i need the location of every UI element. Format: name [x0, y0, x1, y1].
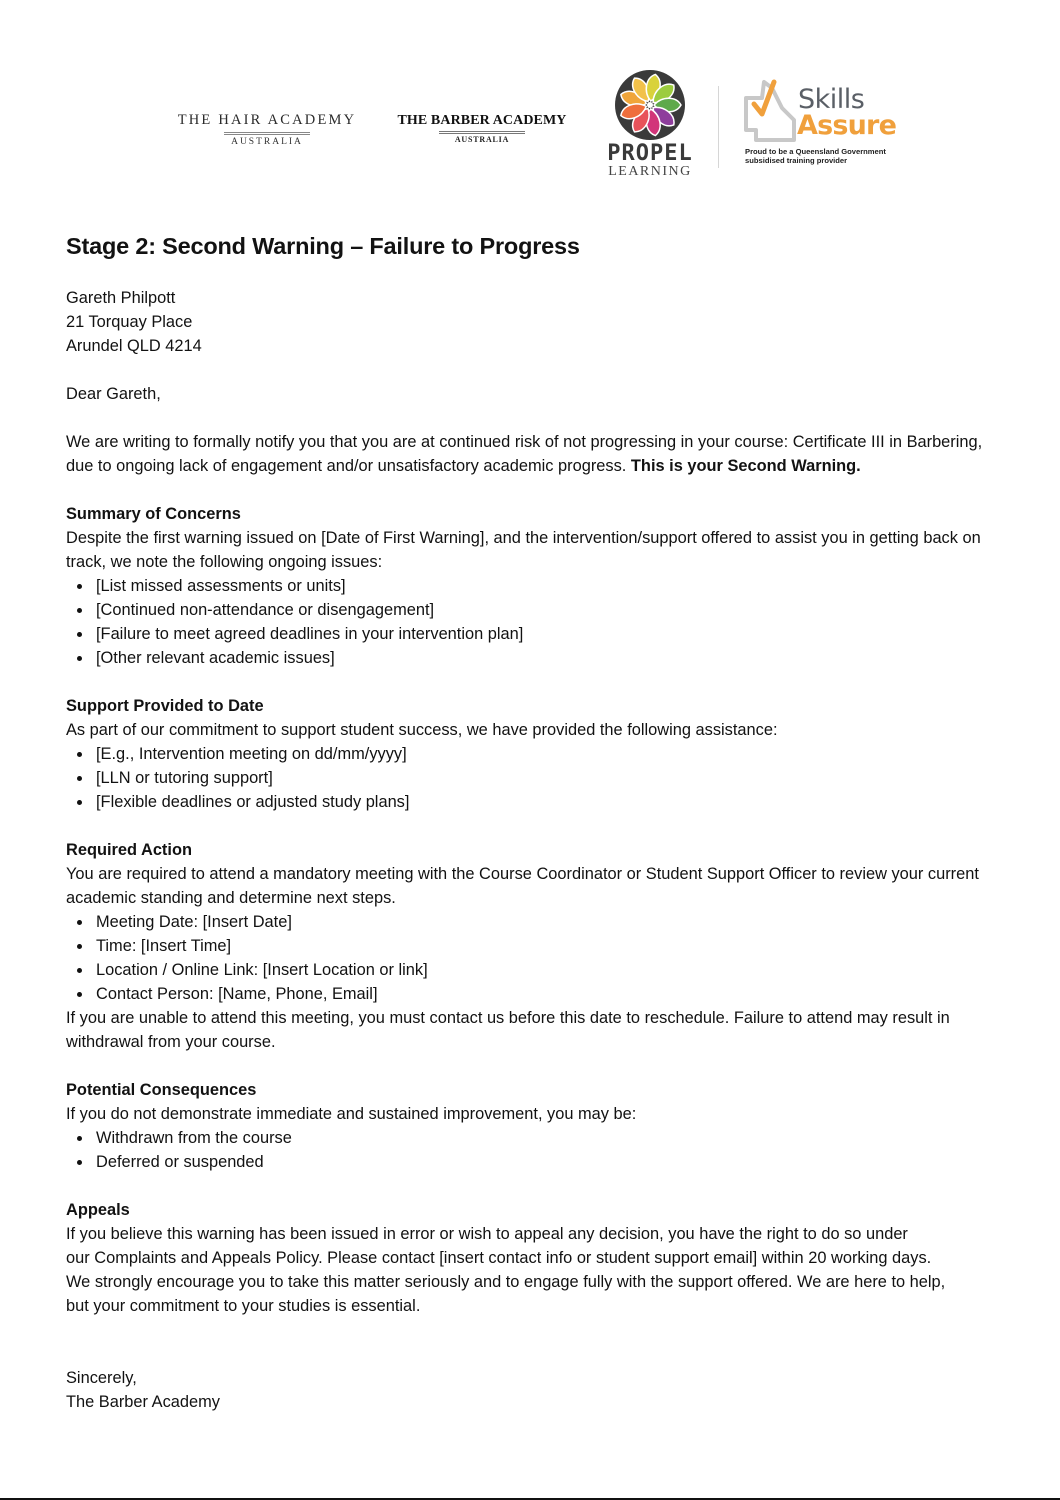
section-heading: Required Action [66, 841, 192, 859]
letter-title: Stage 2: Second Warning – Failure to Progress [66, 233, 580, 259]
recipient-name: Gareth Philpott [66, 289, 176, 307]
section-heading: Summary of Concerns [66, 505, 241, 523]
list-item: [LLN or tutoring support] [96, 766, 1006, 790]
section-summary-of-concerns [66, 502, 1006, 670]
skills-assure-logo [742, 78, 902, 173]
support-list [66, 742, 1006, 814]
list-item: [Failure to meet agreed deadlines in your intervention plan] [96, 622, 1006, 646]
signature: The Barber Academy [66, 1393, 220, 1411]
section-text: You are required to attend a mandatory meeting with the Course Coordinator or Student Support Officer to review your current academic standing and determine next steps. [66, 865, 979, 907]
meeting-time: Time: [Insert Time] [96, 934, 1006, 958]
list-item: Deferred or suspended [96, 1150, 1006, 1174]
intro-emphasis: This is your Second Warning. [630, 457, 861, 475]
concerns-list [66, 574, 1006, 670]
appeals-line-1: If you believe this warning has been issued in error or wish to appeal any decision, you have the right to do so under [66, 1225, 908, 1243]
consequences-list [66, 1126, 1006, 1174]
skills-word: Skills [798, 84, 865, 115]
closing: Sincerely, [66, 1369, 137, 1387]
section-text: As part of our commitment to support student success, we have provided the following assistance: [66, 721, 778, 739]
list-item: [List missed assessments or units] [96, 574, 1006, 598]
hair-academy-logo-rule [224, 132, 310, 135]
propel-logo-sub: LEARNING [608, 164, 692, 179]
list-item: [Flexible deadlines or adjusted study plans] [96, 790, 1006, 814]
logo-divider [718, 86, 719, 168]
barber-academy-logo-name: THE BARBER ACADEMY [397, 113, 567, 128]
salutation: Dear Gareth, [66, 385, 161, 403]
tagline-line-1: Proud to be a Queensland Government [745, 147, 886, 156]
meeting-contact: Contact Person: [Name, Phone, Email] [96, 982, 1006, 1006]
section-heading: Support Provided to Date [66, 697, 264, 715]
appeals-line-2: our Complaints and Appeals Policy. Please contact [insert contact info or student support email] within 20 working days. [66, 1249, 932, 1267]
recipient-city: Arundel QLD 4214 [66, 337, 202, 355]
section-text: If you do not demonstrate immediate and sustained improvement, you may be: [66, 1105, 637, 1123]
meeting-details-list [66, 910, 1006, 1006]
meeting-location: Location / Online Link: [Insert Location or link] [96, 958, 1006, 982]
section-heading: Potential Consequences [66, 1081, 257, 1099]
section-appeals [66, 1198, 1006, 1318]
tagline-line-2: subsidised training provider [745, 156, 848, 165]
assure-word: Assure [797, 110, 897, 141]
section-text: Despite the first warning issued on [Date of First Warning], and the intervention/support offered to assist you in getting back on track, we note the following ongoing issues: [66, 529, 981, 571]
list-item: [E.g., Intervention meeting on dd/mm/yyyy] [96, 742, 1006, 766]
intro-paragraph [66, 430, 1006, 478]
section-heading: Appeals [66, 1201, 130, 1219]
list-item: [Continued non-attendance or disengagement] [96, 598, 1006, 622]
queensland-checkmark-icon [742, 78, 802, 148]
section-followup-text: If you are unable to attend this meeting, you must contact us before this date to reschedule. Failure to attend may result in withdrawal from your course. [66, 1009, 950, 1051]
barber-academy-logo-rule [439, 131, 525, 134]
appeals-line-3: We strongly encourage you to take this matter seriously and to engage fully with the support offered. We are here to help, but your commitment to your studies is essential. [66, 1273, 946, 1315]
hair-academy-logo-sub: AUSTRALIA [231, 137, 303, 147]
section-required-action [66, 838, 1006, 1054]
hair-academy-logo [172, 112, 362, 147]
propel-learning-logo [598, 68, 702, 179]
list-item: [Other relevant academic issues] [96, 646, 1006, 670]
list-item: Withdrawn from the course [96, 1126, 1006, 1150]
section-potential-consequences [66, 1078, 1006, 1174]
propel-logo-name: PROPEL [607, 141, 693, 166]
recipient-street: 21 Torquay Place [66, 313, 193, 331]
recipient-address [66, 286, 1006, 358]
barber-academy-logo-sub: AUSTRALIA [454, 135, 510, 144]
letter-body [66, 228, 1006, 1414]
flower-icon [613, 68, 687, 142]
intro-text: We are writing to formally notify you that you are at continued risk of not progressing in your course: Certificate III in Barbering, due to ongoing lack of engagement and/or unsatisfactory academic progress. [66, 433, 983, 475]
section-support-provided [66, 694, 1006, 814]
meeting-date: Meeting Date: [Insert Date] [96, 910, 1006, 934]
barber-academy-logo [388, 113, 576, 144]
hair-academy-logo-name: THE HAIR ACADEMY [177, 112, 357, 128]
skills-assure-tagline [745, 147, 886, 165]
